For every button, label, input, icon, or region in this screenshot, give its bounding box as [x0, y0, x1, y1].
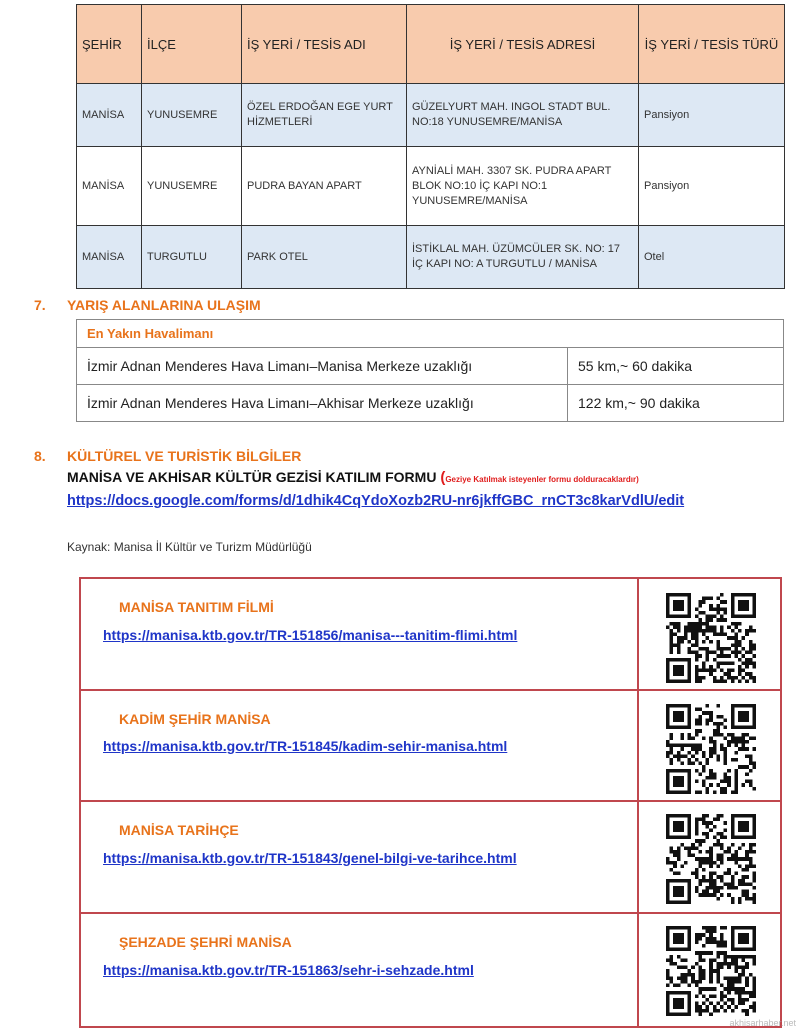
table-cell: GÜZELYURT MAH. INGOL STADT BUL. NO:18 YUNUSEMRE/MANİSA [407, 84, 639, 147]
section-title: YARIŞ ALANLARINA ULAŞIM [67, 297, 261, 313]
qr-code-icon[interactable] [666, 704, 756, 794]
link-text-cell [81, 914, 639, 1026]
form-note-paren: ( [440, 469, 446, 486]
table-cell: MANİSA [77, 147, 142, 226]
column-header: İŞ YERİ / TESİS TÜRÜ [639, 5, 785, 84]
table-row [77, 348, 784, 385]
link-url[interactable]: https://manisa.ktb.gov.tr/TR-151843/genel-bilgi-ve-tarihce.html [103, 850, 517, 866]
table-cell: Pansiyon [639, 84, 785, 147]
qr-code-icon[interactable] [666, 926, 756, 1016]
qr-code-icon[interactable] [666, 593, 756, 683]
route-cell: İzmir Adnan Menderes Hava Limanı–Akhisar Merkeze uzaklığı [77, 385, 568, 422]
route-cell: İzmir Adnan Menderes Hava Limanı–Manisa Merkeze uzaklığı [77, 348, 568, 385]
section-title: KÜLTÜREL VE TURİSTİK BİLGİLER [67, 448, 302, 464]
link-box [81, 802, 780, 914]
form-title-text: MANİSA VE AKHİSAR KÜLTÜR GEZİSİ KATILIM FORMU [67, 469, 437, 485]
table-cell: PUDRA BAYAN APART [242, 147, 407, 226]
section-8-heading [34, 448, 301, 464]
column-header: ŞEHİR [77, 5, 142, 84]
table-row [77, 84, 785, 147]
table-cell: MANİSA [77, 226, 142, 289]
section-7-heading [34, 297, 261, 313]
column-header: İLÇE [142, 5, 242, 84]
culture-links-frame [79, 577, 782, 1028]
link-url[interactable]: https://manisa.ktb.gov.tr/TR-151856/manisa---tanitim-flimi.html [103, 627, 518, 643]
accommodation-table [76, 4, 785, 289]
link-text-cell [81, 579, 639, 689]
transport-header: En Yakın Havalimanı [77, 320, 784, 348]
link-box [81, 579, 780, 691]
distance-cell: 122 km,~ 90 dakika [568, 385, 784, 422]
transport-header-row [77, 320, 784, 348]
link-text-cell [81, 691, 639, 800]
table-cell: YUNUSEMRE [142, 84, 242, 147]
link-box [81, 691, 780, 802]
watermark: akhisarhaber.net [729, 1018, 796, 1028]
link-title: ŞEHZADE ŞEHRİ MANİSA [119, 934, 292, 950]
table-row [77, 226, 785, 289]
table-cell: TURGUTLU [142, 226, 242, 289]
form-note: Geziye Katılmak isteyenler formu dolduracaklardır) [445, 475, 639, 484]
link-title: MANİSA TARİHÇE [119, 822, 239, 838]
link-box [81, 914, 780, 1026]
table-cell: AYNİALİ MAH. 3307 SK. PUDRA APART BLOK NO:10 İÇ KAPI NO:1 YUNUSEMRE/MANİSA [407, 147, 639, 226]
column-header: İŞ YERİ / TESİS ADI [242, 5, 407, 84]
table-cell: MANİSA [77, 84, 142, 147]
table-header-row [77, 5, 785, 84]
table-cell: ÖZEL ERDOĞAN EGE YURT HİZMETLERİ [242, 84, 407, 147]
form-title [67, 469, 639, 486]
section-number: 8. [34, 448, 46, 464]
source-text: Kaynak: Manisa İl Kültür ve Turizm Müdürlüğü [67, 540, 312, 554]
link-url[interactable]: https://manisa.ktb.gov.tr/TR-151863/sehr-i-sehzade.html [103, 962, 474, 978]
table-row [77, 147, 785, 226]
table-cell: Otel [639, 226, 785, 289]
section-number: 7. [34, 297, 46, 313]
table-cell: İSTİKLAL MAH. ÜZÜMCÜLER SK. NO: 17 İÇ KAPI NO: A TURGUTLU / MANİSA [407, 226, 639, 289]
table-cell: YUNUSEMRE [142, 147, 242, 226]
link-url[interactable]: https://manisa.ktb.gov.tr/TR-151845/kadim-sehir-manisa.html [103, 738, 508, 754]
column-header: İŞ YERİ / TESİS ADRESİ [407, 5, 639, 84]
distance-cell: 55 km,~ 60 dakika [568, 348, 784, 385]
table-cell: PARK OTEL [242, 226, 407, 289]
table-cell: Pansiyon [639, 147, 785, 226]
form-link[interactable]: https://docs.google.com/forms/d/1dhik4CqYdoXozb2RU-nr6jkffGBC_rnCT3c8karVdlU/edit [67, 493, 685, 509]
link-title: MANİSA TANITIM FİLMİ [119, 599, 274, 615]
link-text-cell [81, 802, 639, 912]
link-title: KADİM ŞEHİR MANİSA [119, 711, 271, 727]
transport-table [76, 319, 784, 422]
qr-code-icon[interactable] [666, 814, 756, 904]
table-row [77, 385, 784, 422]
